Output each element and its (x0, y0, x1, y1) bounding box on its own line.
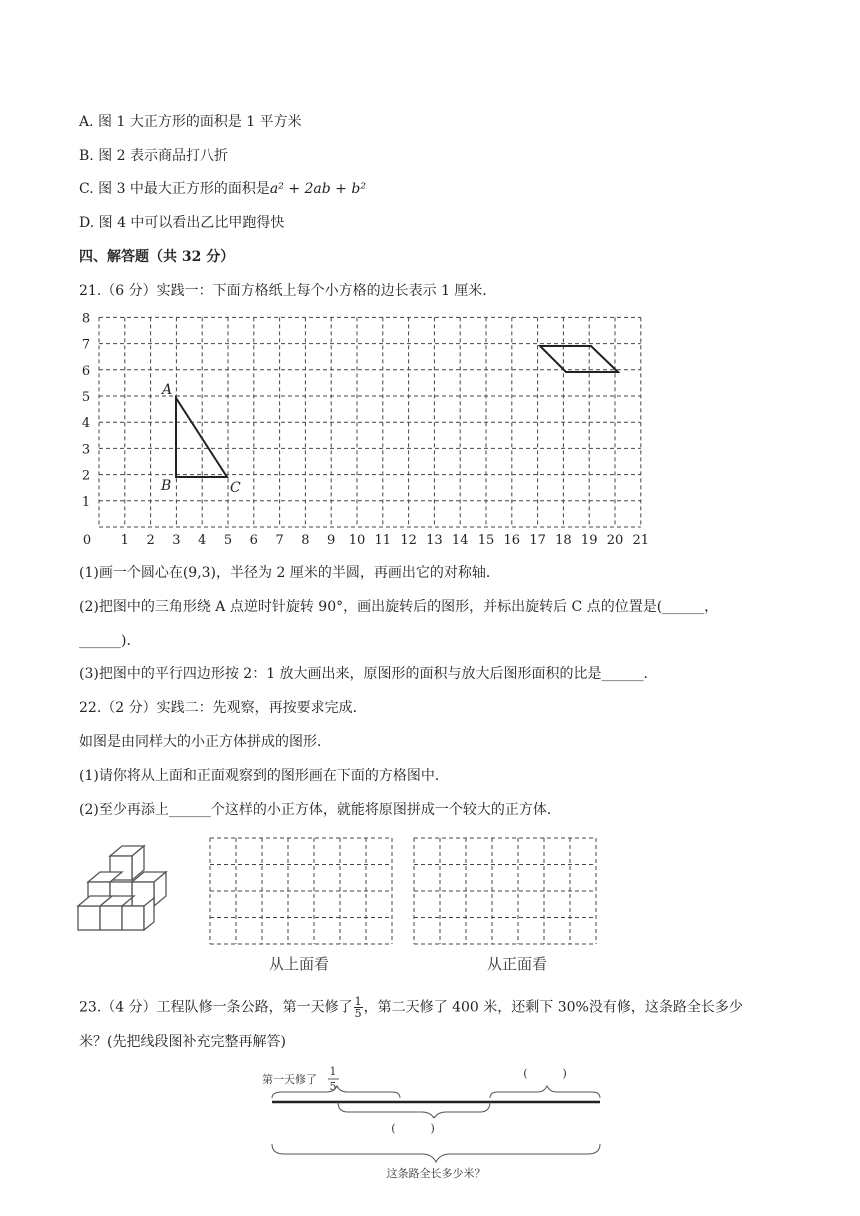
y-tick-label: 8 (81, 311, 91, 327)
front-view-grid (414, 838, 596, 944)
x-tick-label: 18 (555, 533, 572, 548)
q23-stem (79, 996, 743, 1019)
x-tick-label: 0 (82, 533, 92, 548)
y-tick-label: 6 (81, 363, 91, 379)
y-tick-label: 2 (81, 468, 91, 484)
q21-grid-figure (74, 310, 664, 550)
x-tick-label: 17 (529, 533, 546, 548)
x-tick-label: 20 (606, 533, 624, 548)
q21-part2: (2)把图中的三角形绕 A 点逆时针旋转 90°，画出旋转后的图形，并标出旋转后 C 点的位置是(______， (79, 599, 719, 615)
point-b-label: B (161, 478, 172, 494)
x-tick-label: 6 (249, 533, 258, 548)
x-tick-label: 21 (632, 533, 650, 548)
option-d: D. 图 4 中可以看出乙比甲跑得快 (79, 215, 285, 231)
day1-frac-den: 5 (329, 1080, 337, 1093)
q21-part1: (1)画一个圆心在(9,3)，半径为 2 厘米的半圆，再画出它的对称轴． (79, 565, 500, 581)
option-c-formula: a² + 2ab + b² (269, 181, 366, 197)
q23-stem-b: ，第二天修了 400 米，还剩下 30%没有修，这条路全长多少 (363, 999, 743, 1016)
q23-stem-a: 23.（4 分）工程队修一条公路，第一天修了 (79, 999, 353, 1016)
x-tick-label: 8 (301, 533, 310, 548)
option-b: B. 图 2 表示商品打八折 (79, 148, 228, 164)
x-tick-label: 11 (374, 533, 392, 548)
q22-stem: 22.（2 分）实践二：先观察，再按要求完成． (79, 700, 367, 716)
x-tick-label: 4 (198, 533, 207, 548)
q23-frac-den: 5 (354, 1007, 362, 1020)
x-tick-label: 3 (172, 533, 181, 548)
x-tick-label: 10 (348, 533, 366, 548)
top-view-grid (210, 838, 392, 944)
point-a-label: A (162, 382, 173, 398)
y-tick-label: 1 (81, 494, 91, 510)
x-tick-label: 16 (503, 533, 521, 548)
x-tick-label: 2 (146, 533, 155, 548)
cube-stack (78, 846, 166, 930)
x-tick-label: 1 (120, 533, 129, 548)
y-tick-label: 5 (81, 390, 91, 405)
option-c (79, 180, 366, 198)
x-tick-label: 15 (477, 533, 495, 548)
triangle-abc (176, 398, 227, 477)
parallelogram (540, 346, 618, 372)
x-tick-label: 14 (451, 533, 469, 548)
y-tick-label: 4 (81, 416, 91, 432)
x-tick-label: 13 (426, 533, 443, 548)
option-c-text: C. 图 3 中最大正方形的面积是 (79, 181, 270, 197)
q22-figures (76, 832, 606, 977)
y-tick-label: 7 (81, 337, 91, 353)
x-tick-label: 19 (580, 533, 598, 548)
x-tick-label: 9 (327, 533, 336, 548)
option-a: A. 图 1 大正方形的面积是 1 平方米 (79, 114, 302, 130)
q21-part2-cont: ______)． (79, 633, 141, 649)
q23-segment-diagram (262, 1062, 612, 1186)
day1-frac-num: 1 (329, 1065, 337, 1078)
total-label: 这条路全长多少米？ (386, 1167, 486, 1180)
q22-intro: 如图是由同样大的小正方体拼成的图形． (79, 734, 331, 750)
q22-part1: (1)请你将从上面和正面观察到的图形画在下面的方格图中． (79, 768, 449, 784)
q23-frac-num: 1 (354, 995, 362, 1008)
q21-part3: (3)把图中的平行四边形按 2：1 放大画出来，原图形的面积与放大后图形面积的比是______． (79, 666, 658, 682)
blank-top: ( ) (523, 1067, 567, 1080)
section-title: 四、解答题（共 32 分） (79, 249, 235, 265)
blank-mid: ( ) (391, 1122, 435, 1135)
top-view-label: 从上面看 (268, 955, 330, 973)
x-tick-label: 12 (400, 533, 417, 548)
q23-fraction (354, 996, 363, 1019)
day1-label: 第一天修了 (262, 1073, 317, 1086)
front-view-label: 从正面看 (486, 955, 548, 973)
point-c-label: C (230, 480, 241, 496)
q21-stem: 21.（6 分）实践一：下面方格纸上每个小方格的边长表示 1 厘米． (79, 283, 497, 299)
x-tick-label: 7 (275, 533, 284, 548)
x-axis-labels (83, 533, 649, 548)
q22-part2: (2)至少再添上______个这样的小正方体，就能将原图拼成一个较大的正方体． (79, 802, 561, 818)
x-tick-label: 5 (223, 533, 233, 548)
grid-lines (99, 317, 641, 527)
y-tick-label: 3 (81, 442, 91, 458)
q23-stem-line2: 米？(先把线段图补充完整再解答) (79, 1034, 286, 1050)
y-axis-labels (82, 311, 90, 509)
